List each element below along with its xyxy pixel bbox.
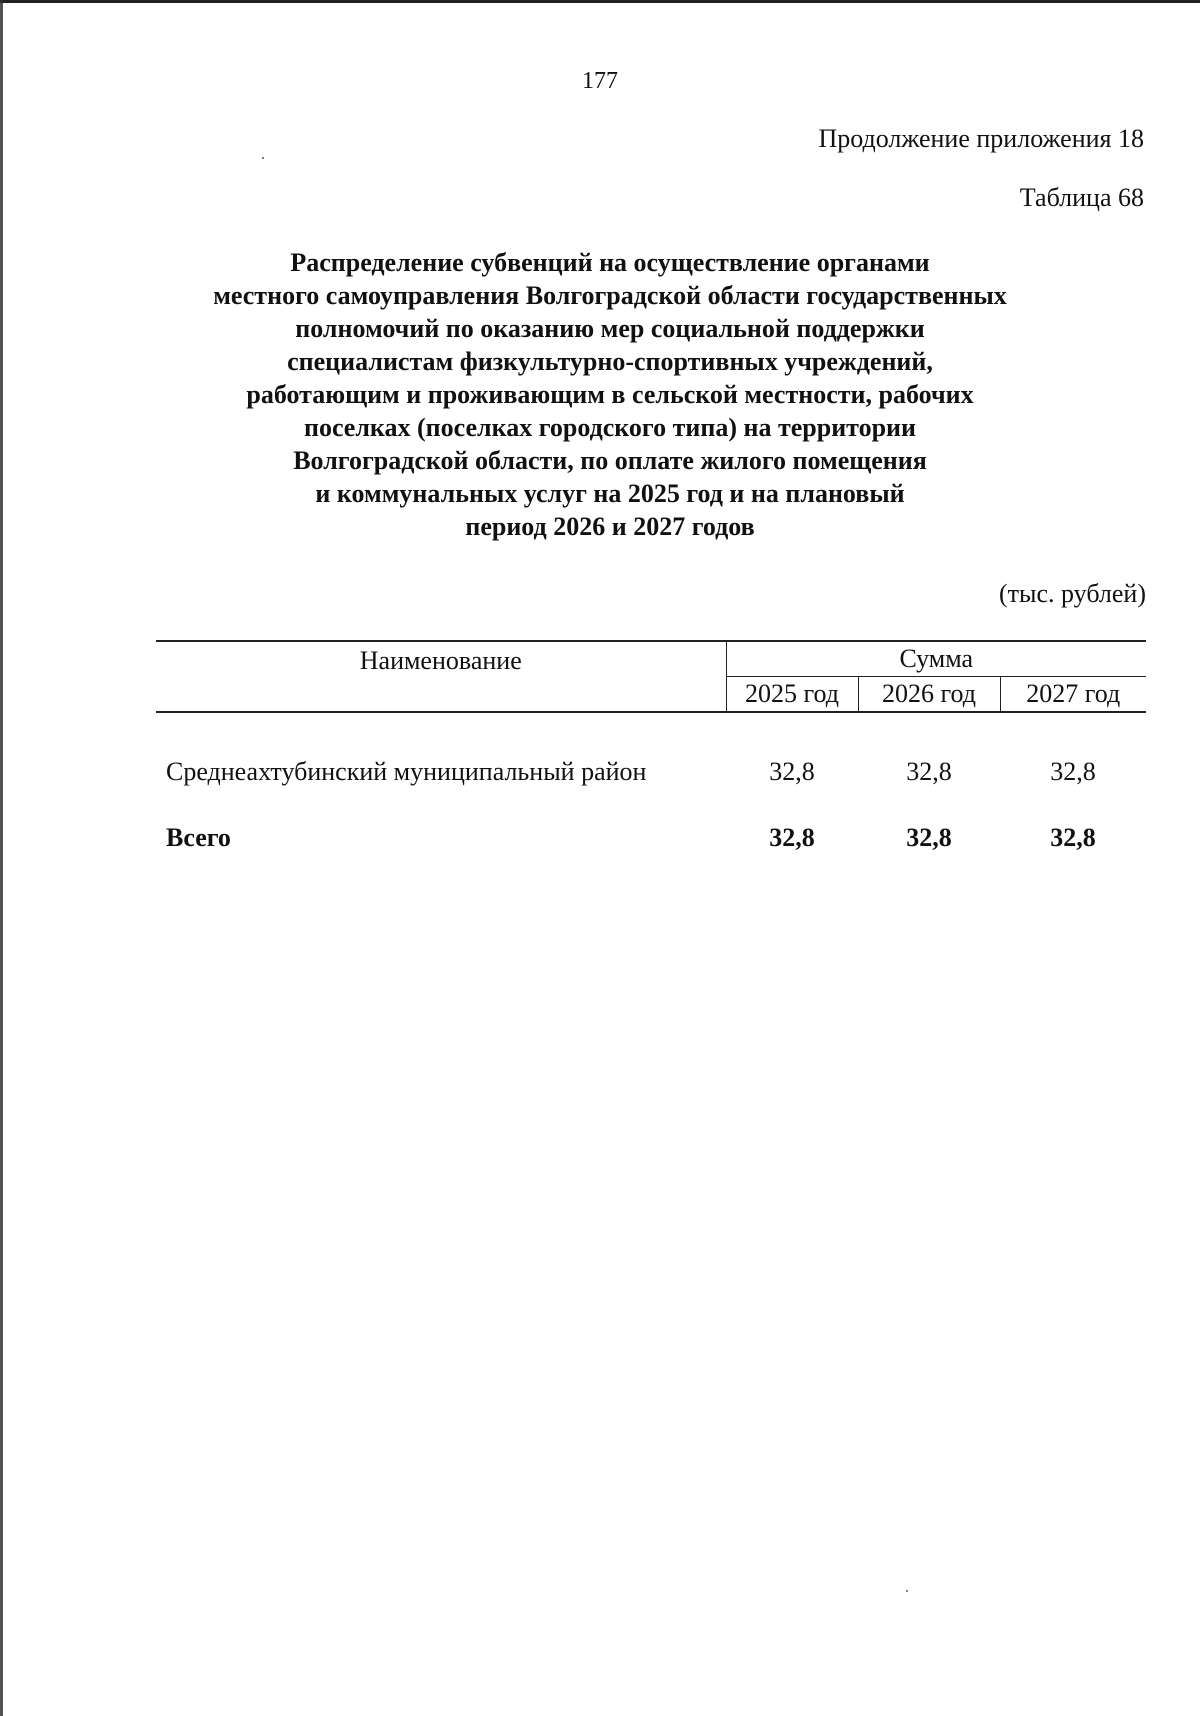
- scan-speck: [906, 1590, 908, 1592]
- table-spacer: [156, 712, 1146, 737]
- row-name: Среднеахтубинский муниципальный район: [166, 757, 647, 786]
- title-line: и коммунальных услуг на 2025 год и на плановый: [315, 479, 905, 508]
- table-number: Таблица 68: [1019, 183, 1144, 212]
- total-value-2026: 32,8: [906, 823, 952, 852]
- title-line: Распределение субвенций на осуществление органами: [290, 248, 930, 277]
- total-value-2027: 32,8: [1050, 823, 1096, 852]
- scan-speck: [262, 157, 264, 159]
- total-value-2025: 32,8: [769, 823, 815, 852]
- header-name: Наименование: [156, 641, 726, 712]
- title-line: полномочий по оказанию мер социальной поддержки: [295, 314, 925, 343]
- header-year-2027: 2027 год: [1000, 677, 1146, 713]
- header-year-2026: 2026 год: [858, 677, 1000, 713]
- table-total-row: [156, 807, 1146, 869]
- row-value-2025: 32,8: [769, 757, 815, 786]
- title-line: период 2026 и 2027 годов: [465, 512, 755, 541]
- title-line: местного самоуправления Волгоградской области государственных: [213, 281, 1007, 310]
- row-value-2027: 32,8: [1050, 757, 1096, 786]
- total-label: Всего: [166, 823, 231, 852]
- title-line: работающим и проживающим в сельской местности, рабочих: [246, 380, 974, 409]
- row-value-2026: 32,8: [906, 757, 952, 786]
- header-sum: Сумма: [726, 641, 1146, 677]
- title-line: Волгоградской области, по оплате жилого помещения: [293, 446, 927, 475]
- header-year-2025: 2025 год: [726, 677, 858, 713]
- subvention-table: [156, 640, 1146, 869]
- title-line: специалистам физкультурно-спортивных учреждений,: [287, 347, 933, 376]
- appendix-note: Продолжение приложения 18: [818, 124, 1144, 153]
- scan-top-border: [0, 0, 1200, 3]
- table-header-row: [156, 641, 1146, 677]
- title-line: поселках (поселках городского типа) на территории: [303, 413, 917, 442]
- table-row: [156, 737, 1146, 807]
- units-label: (тыс. рублей): [998, 579, 1146, 608]
- page-number: 177: [582, 68, 618, 94]
- scan-left-border: [0, 0, 3, 1716]
- document-title: [180, 246, 1040, 543]
